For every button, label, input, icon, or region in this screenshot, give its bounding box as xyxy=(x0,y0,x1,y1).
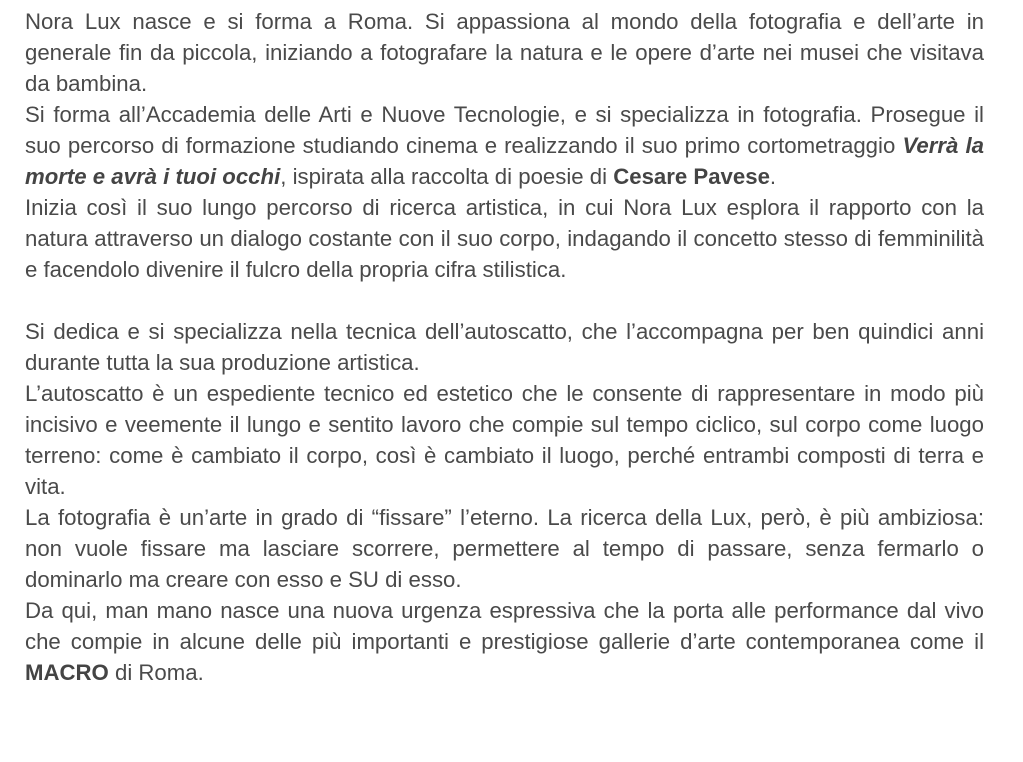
paragraph-photography: La fotografia è un’arte in grado di “fissare” l’eterno. La ricerca della Lux, però, è più ambiziosa: non vuole fissare ma lasciare scorrere, permettere al tempo di passare, senza fermarlo o dominarlo ma creare con esso e SU di esso. xyxy=(25,505,984,592)
film-title: Verrà la morte e avrà i tuoi occhi xyxy=(25,133,985,189)
paragraph-self-portrait-technique: L’autoscatto è un espediente tecnico ed estetico che le consente di rappresentare in modo più incisivo e veemente il lungo e sentito lavoro che compie sul tempo ciclico, sul corpo come luogo terreno: come è cambiato il corpo, così è cambiato il luogo, perché entrambi composti di terra e vita. xyxy=(25,381,984,499)
education-text-middle: , ispirata alla raccolta di poesie di xyxy=(280,164,614,189)
education-text-end: . xyxy=(769,164,777,189)
paragraph-education xyxy=(25,99,984,192)
paragraph-spacer xyxy=(25,285,984,316)
paragraph-origins: Nora Lux nasce e si forma a Roma. Si appassiona al mondo della fotografia e dell’arte in generale fin da piccola, iniziando a fotografare la natura e le opere d’arte nei musei che visitava da bambina. xyxy=(25,9,984,96)
performance-text-start: Da qui, man mano nasce una nuova urgenza espressiva che la porta alle performance dal vivo che compie in alcune delle più importanti e prestigiose gallerie d’arte contemporanea come il xyxy=(25,598,984,654)
performance-text-end: di Roma. xyxy=(108,660,204,685)
venue-name: MACRO xyxy=(25,660,109,685)
poet-name: Cesare Pavese xyxy=(613,164,770,189)
education-text-start: Si forma all’Accademia delle Arti e Nuove Tecnologie, e si specializza in fotografia. Prosegue il suo percorso di formazione studiando cinema e realizzando il suo primo cortometraggio xyxy=(25,102,984,158)
paragraph-performance xyxy=(25,595,984,688)
paragraph-self-portrait: Si dedica e si specializza nella tecnica dell’autoscatto, che l’accompagna per ben quindici anni durante tutta la sua produzione artistica. xyxy=(25,319,984,375)
paragraph-research: Inizia così il suo lungo percorso di ricerca artistica, in cui Nora Lux esplora il rapporto con la natura attraverso un dialogo costante con il suo corpo, indagando il concetto stesso di femminilità e facendolo divenire il fulcro della propria cifra stilistica. xyxy=(25,195,984,282)
biography-text xyxy=(25,6,984,688)
